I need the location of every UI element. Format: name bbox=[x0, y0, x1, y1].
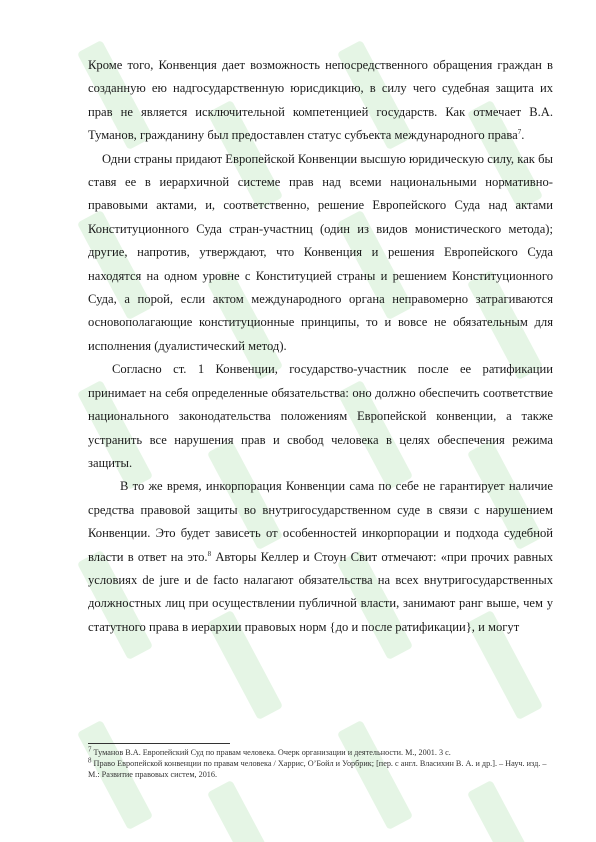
footnote-8 bbox=[88, 758, 553, 780]
footnote-7-text: Туманов В.А. Европейский Суд по правам человека. Очерк организации и деятельности. М., 2001. 3 с. bbox=[91, 748, 451, 757]
paragraph-1-text: Кроме того, Конвенция дает возможность непосредственного обращения граждан в созданную ею надгосударственную юрисдикцию, в силу чего судебная защита их прав не является исключительной компетенцией государств. Как отмечает В.А. Туманов, гражданину был предоставлен статус субъекта международного права bbox=[88, 58, 553, 143]
paragraph-1-end: . bbox=[521, 128, 525, 143]
watermark-stripe bbox=[207, 780, 283, 842]
footnote-8-text: Право Европейской конвенции по правам человека / Харрис, О’Бойл и Уорбрик; [пер. с англ. Власихин В. А. и др.]. – Науч. изд. – М.: Развитие правовых систем, 2016. bbox=[88, 759, 547, 779]
footnote-7 bbox=[88, 747, 553, 758]
paragraph-2: Одни страны придают Европейской Конвенции высшую юридическую силу, как бы ставя ее в иерархичной системе прав над всеми национальными нормативно-правовыми актами, и, соответственно, решение Европейского Суда над актами Конституционного Суда стран-участниц (один из видов монистического метода); другие, напротив, утверждают, что Конвенция и решения Европейского Суда находятся на одном уровне с Конституцией страны и решением Конституционного Суда, а порой, если актом международного органа неправомерно затрагиваются основополагающие конституционные принципы, то и вовсе не обязательным для исполнения (дуалистический метод). bbox=[88, 151, 553, 353]
body-text bbox=[88, 54, 553, 639]
footnote-ref-8[interactable]: 8 bbox=[207, 549, 212, 558]
footnote-8-mark: 8 bbox=[88, 756, 92, 765]
paragraph-3: Согласно ст. 1 Конвенции, государство-участник после ее ратификации принимает на себя определенные обязательства: оно должно обеспечить соответствие национального законодательства положениям Европейской конвенции, а также устранить все нарушения прав и свобод человека в целях обеспечения режима защиты. bbox=[88, 362, 553, 470]
paragraph-4-continued: Авторы Келлер и Стоун Свит отмечают: «при прочих равных условиях de jure и de facto налагают обязательства на всех внутригосударственных должностных лиц при осуществлении публичной власти, занимают ранг выше, чем у статутного права в иерархии правовых норм {до и после ратификации}, и могут bbox=[88, 549, 553, 634]
paragraph-1 bbox=[88, 54, 553, 148]
footnote-7-mark: 7 bbox=[88, 745, 92, 754]
paragraph-4-text: В то же время, инкорпорация Конвенции сама по себе не гарантирует наличие средства правовой защиты во внутригосударственном суде в связи с нарушением Конвенции. Это будет зависеть от особенностей инкорпорации и подхода судебной власти в ответ на это. bbox=[88, 479, 553, 564]
footnote-divider bbox=[88, 743, 230, 744]
footnotes bbox=[88, 747, 553, 780]
watermark-stripe bbox=[467, 780, 543, 842]
footnote-ref-7[interactable]: 7 bbox=[517, 128, 522, 137]
paragraph-4 bbox=[88, 475, 553, 639]
